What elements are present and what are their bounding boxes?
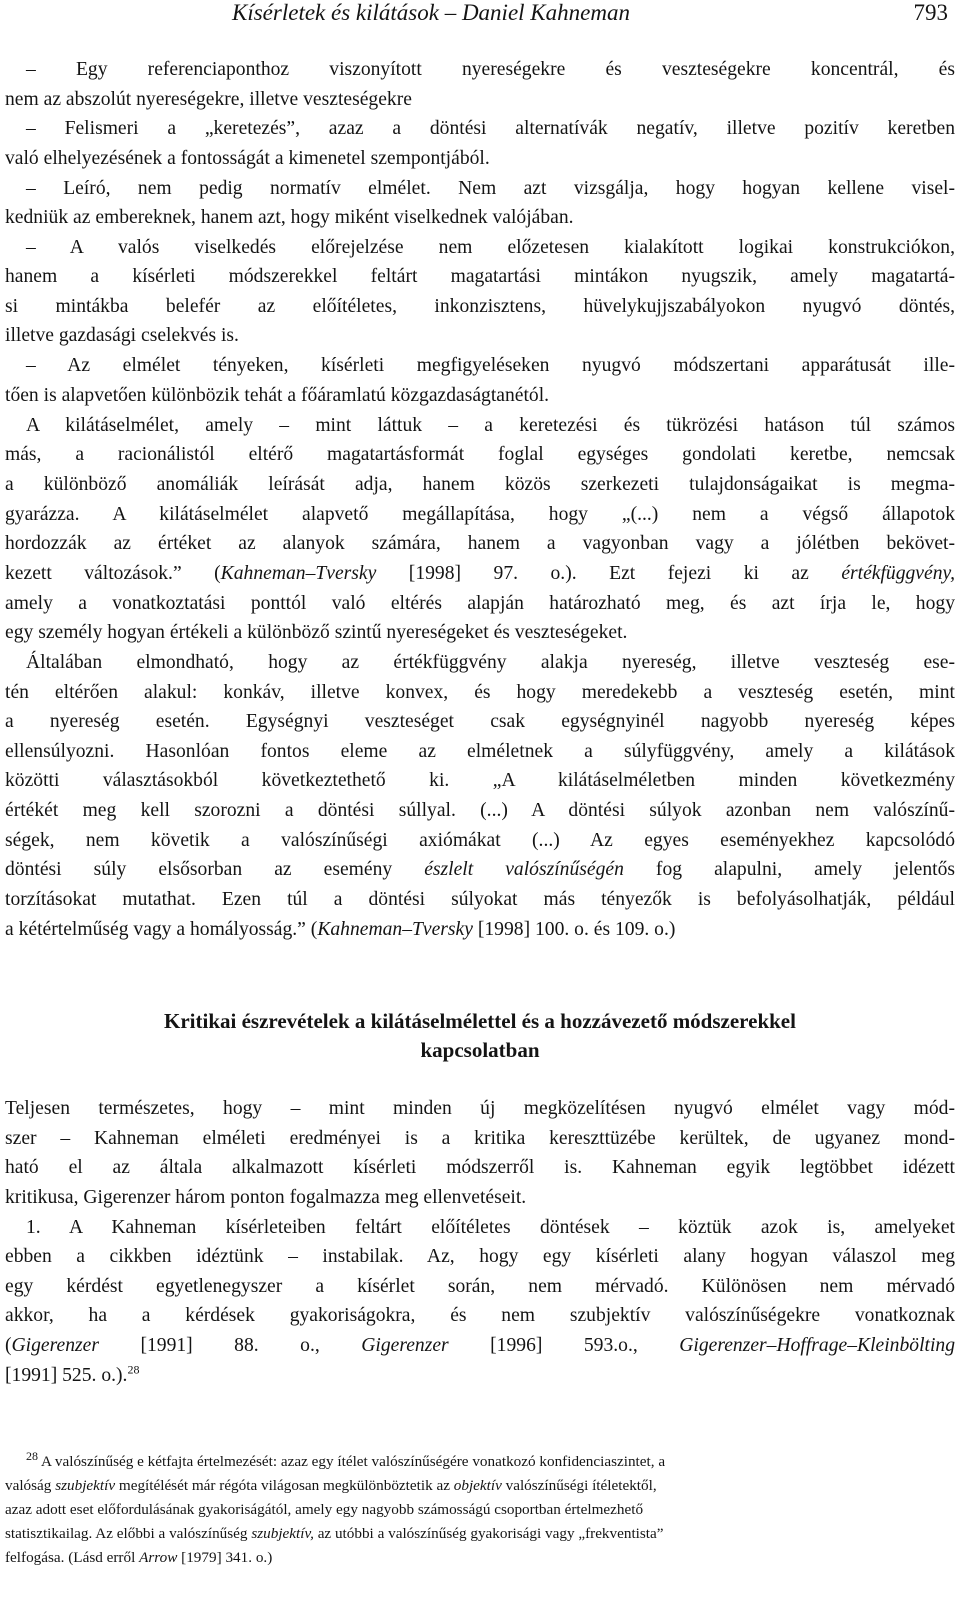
text-line: egy kérdést egyetlenegyszer a kísérlet során, nem mérvadó. Különösen nem mérvadó	[5, 1276, 955, 1297]
text-line: akkor, ha a kérdések gyakoriságokra, és nem szubjektív valószínűségekre vonatkoznak	[5, 1305, 955, 1326]
text-run: valóság	[5, 1477, 56, 1494]
section-heading: Kritikai észrevételek a kilátáselmélettel és a hozzávezető módszerekkel	[164, 1009, 796, 1033]
footnote-reference[interactable]: 28	[127, 1362, 140, 1377]
text-run: az utóbbi a valószínűség gyakorisági vagy „frekventista”	[313, 1525, 664, 1542]
text-line: ható el az általa alkalmazott kísérleti módszerről is. Kahneman egyik legtöbbet idézett	[5, 1157, 955, 1178]
text-line: a különböző anomáliák leírását adja, hanem közös szerkezeti tulajdonságaikat is megma-	[5, 474, 955, 495]
italic-term: értékfüggvény,	[841, 563, 956, 584]
citation-author: Kahneman–Tversky	[220, 563, 377, 584]
text-run: kezett változások.” (	[5, 563, 221, 584]
page-number: 793	[913, 0, 948, 25]
text-line: – Egy referenciaponthoz viszonyított nyereségekre és veszteségekre koncentrál, és	[26, 59, 955, 80]
text-line: – Az elmélet tényeken, kísérleti megfigyeléseken nyugvó módszertani apparátusát ille-	[26, 355, 955, 376]
text-line: értékét meg kell szorozni a döntési súllyal. (...) A döntési súlyok azonban nem valószínű-	[5, 800, 955, 821]
text-run: megítélését már régóta világosan megkülönböztetik az	[115, 1477, 454, 1494]
text-line: a nyereség esetén. Egységnyi veszteséget csak egységnyinél nagyobb nyereség képes	[5, 711, 955, 732]
text-run: statisztikailag. Az előbbi a valószínűség	[5, 1525, 252, 1542]
text-line: Teljesen természetes, hogy – mint minden új megközelítésen nyugvó elmélet vagy mód-	[5, 1098, 955, 1119]
text-line: nem az abszolút nyereségekre, illetve veszteségekre	[5, 89, 412, 110]
text-line: 1. A Kahneman kísérleteiben feltárt előítéletes döntések – köztük azok is, amelyeket	[26, 1217, 955, 1238]
text-run: a kétértelműség vagy a homályosság.” (	[5, 919, 318, 940]
text-line	[5, 858, 955, 882]
text-run: felfogása. (Lásd erről	[5, 1549, 140, 1566]
text-line: illetve gazdasági cselekvés is.	[5, 325, 239, 346]
text-line: tően is alapvetően különbözik tehát a főáramlatú közgazdaságtanétól.	[5, 385, 550, 406]
text-line	[5, 1364, 955, 1388]
text-line: más, a racionálistól eltérő magatartásformát foglal egységes gondolati keretbe, nemcsak	[5, 444, 955, 465]
text-line: hanem a kísérleti módszerekkel feltárt magatartási mintákon nyugszik, amely magatartá-	[5, 266, 955, 287]
text-run: fog alapulni, amely jelentős	[623, 859, 955, 880]
text-line: hordozzák az értéket az alanyok számára, hanem a vagyonban vagy a jólétben bekövet-	[5, 533, 955, 554]
text-line: gyarázza. A kilátáselmélet alapvető megállapítása, hogy „(...) nem a végső állapotok	[5, 504, 955, 525]
citation-author: Kahneman–Tversky	[317, 919, 473, 940]
text-run: döntési súly elsősorban az esemény	[5, 859, 425, 880]
text-line: amely a vonatkoztatási ponttól való eltérés alapján határozható meg, és azt írja le, hogy	[5, 593, 955, 614]
footnote-line	[26, 1448, 955, 1472]
text-line: ségek, nem követik a valószínűségi axiómákat (...) Az egyes eseményekhez kapcsolódó	[5, 830, 955, 851]
footnote-number: 28	[26, 1448, 38, 1463]
text-line: kritikusa, Gigerenzer három ponton fogalmazza meg ellenvetéseit.	[5, 1187, 527, 1208]
text-run: [1991] 525. o.).	[5, 1365, 128, 1386]
text-line: torzításokat mutathat. Ezen túl a döntési súlyokat más tényezők is befolyásolhatják, például	[5, 889, 955, 910]
text-line	[5, 1334, 955, 1358]
text-line: tén eltérően alakul: konkáv, illetve konvex, és hogy meredekebb a veszteség esetén, mint	[5, 682, 955, 703]
footnote-line	[5, 1548, 955, 1568]
citation-author: Gigerenzer–Hoffrage–Kleinbölting	[679, 1335, 955, 1356]
text-line: – A valós viselkedés előrejelzése nem előzetesen kialakított logikai konstrukciókon,	[26, 237, 955, 258]
text-run: [1998] 97. o.). Ezt fejezi ki az	[376, 563, 842, 584]
text-line: való elhelyezésének a fontosságát a kimenetel szempontjából.	[5, 148, 490, 169]
text-line: egy személy hogyan értékeli a különböző szintű nyereségeket és veszteségeket.	[5, 622, 628, 643]
text-line: szer – Kahneman elméleti eredményei is a kritika kereszttüzébe kerültek, de ugyanez mond-	[5, 1128, 955, 1149]
text-run: [1979] 341. o.)	[177, 1549, 273, 1566]
citation-author: Arrow	[139, 1549, 178, 1566]
text-run: [1998] 100. o. és 109. o.)	[472, 919, 676, 940]
italic-term: objektív	[453, 1477, 502, 1494]
text-run: [1996] 593.o.,	[448, 1335, 680, 1356]
text-run: [1991] 88. o.,	[98, 1335, 362, 1356]
text-run: valószínűségi ítéletektől,	[501, 1477, 657, 1494]
text-line: Általában elmondható, hogy az értékfüggvény alakja nyereség, illetve veszteség ese-	[26, 652, 955, 673]
text-line: – Leíró, nem pedig normatív elmélet. Nem azt vizsgálja, hogy hogyan kellene visel-	[26, 178, 955, 199]
section-heading-continued: kapcsolatban	[420, 1038, 540, 1062]
text-line: közötti választásokból következtethető ki. „A kilátáselméletben minden következmény	[5, 770, 955, 791]
text-line: si mintákba belefér az előítéletes, inkonzisztens, hüvelykujjszabályokon nyugvó döntés,	[5, 296, 955, 317]
text-run: A valószínűség e kétfajta értelmezését: azaz egy ítélet valószínűségére vonatkozó konfidenciaszintet, a	[38, 1453, 666, 1470]
footnote-line	[5, 1476, 955, 1496]
italic-term: észlelt valószínűségén	[424, 859, 624, 880]
citation-author: Gigerenzer	[361, 1335, 449, 1356]
italic-term: szubjektív	[55, 1477, 116, 1494]
text-line	[5, 562, 955, 586]
text-line	[5, 918, 955, 942]
page-header	[0, 0, 960, 30]
text-line: ebben a cikkben idéztünk – instabilak. Az, hogy egy kísérleti alany hogyan válaszol meg	[5, 1246, 955, 1267]
running-title: Kísérletek és kilátások – Daniel Kahneman	[232, 0, 630, 25]
italic-term: szubjektív,	[251, 1525, 314, 1542]
footnote-line	[5, 1524, 955, 1544]
text-line: kedniük az embereknek, hanem azt, hogy miként viselkednek valójában.	[5, 207, 574, 228]
text-line: ellensúlyozni. Hasonlóan fontos eleme az elméletnek a súlyfüggvény, amely a kilátások	[5, 741, 955, 762]
text-line: A kilátáselmélet, amely – mint láttuk – a keretezési és tükrözési hatáson túl számos	[26, 415, 955, 436]
citation-author: Gigerenzer	[11, 1335, 99, 1356]
footnote-line: azaz adott eset előfordulásának gyakoriságától, amely egy nagyobb számosságú csoportban értelmezhető	[5, 1501, 644, 1518]
text-run: (	[5, 1335, 12, 1356]
text-line: – Felismeri a „keretezés”, azaz a döntési alternatívák negatív, illetve pozitív keretben	[26, 118, 955, 139]
